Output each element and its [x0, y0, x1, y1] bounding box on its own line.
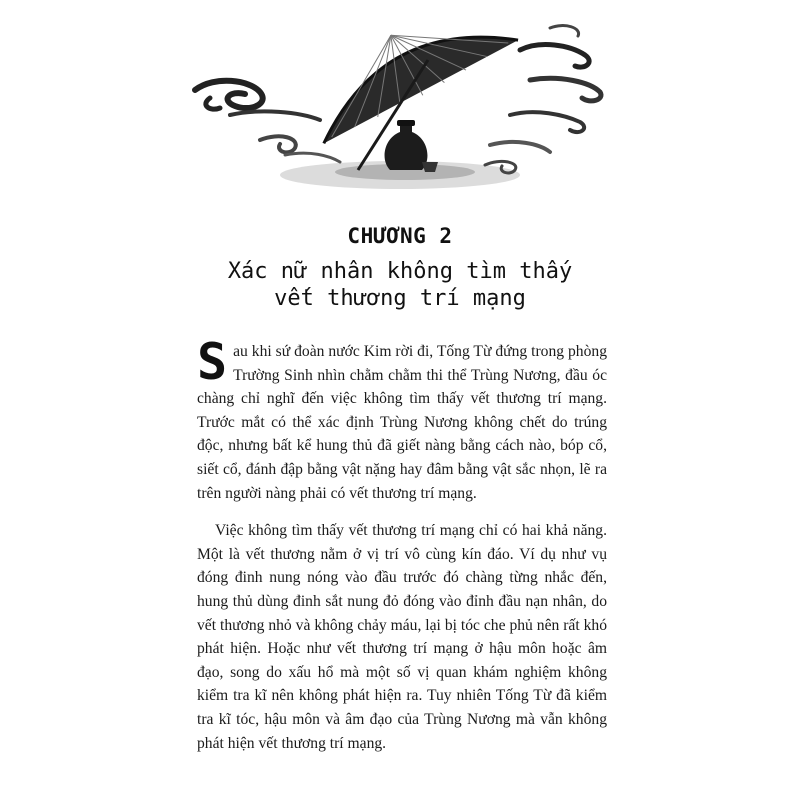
chapter-title-line-1: Xác nữ nhân không tìm thấy [227, 259, 573, 284]
umbrella-wine-jar-clouds-illustration [190, 20, 610, 195]
chapter-title-line-2: vết thương trí mạng [274, 286, 526, 311]
drop-cap: S [197, 333, 228, 391]
paragraph-1-text: au khi sứ đoàn nước Kim rời đi, Tống Từ đứng trong phòng Trường Sinh nhìn chằm chằm thi thể Trùng Nương, đầu óc chàng chỉ nghĩ đến việc không tìm thấy vết thương trí mạng. Trước mắt có thể xác định Trùng Nương không chết do trúng độc, nhưng bất kể hung thủ đã giết nàng bằng cách nào, bóp cổ, siết cổ, đánh đập bằng vật nặng hay đâm bằng vật sắc nhọn, lẽ ra trên người nàng phải có vết thương trí mạng. [197, 343, 607, 502]
chapter-label: CHƯƠNG 2 [347, 224, 453, 248]
chapter-body [197, 333, 607, 769]
paragraph-2: Việc không tìm thấy vết thương trí mạng chỉ có hai khả năng. Một là vết thương nằm ở vị trí vô cùng kín đáo. Ví dụ như vụ đóng đinh nung nóng vào đầu trước đó chàng từng nhắc đến, hung thủ dùng đinh sắt nung đỏ đóng vào đỉnh đầu nạn nhân, do vết thương nhỏ và không chảy máu, lại bị tóc che phủ nên rất khó phát hiện. Hoặc như vết thương trí mạng ở hậu môn hoặc âm đạo, song do xấu hổ mà một số vị quan khám nghiệm không kiểm tra kĩ nên không phát hiện ra. Tuy nhiên Tống Từ đã kiểm tra kĩ tóc, hậu môn và âm đạo của Trùng Nương mà vẫn không phát hiện vết thương trí mạng. [197, 522, 607, 752]
paragraph-1 [197, 333, 607, 505]
